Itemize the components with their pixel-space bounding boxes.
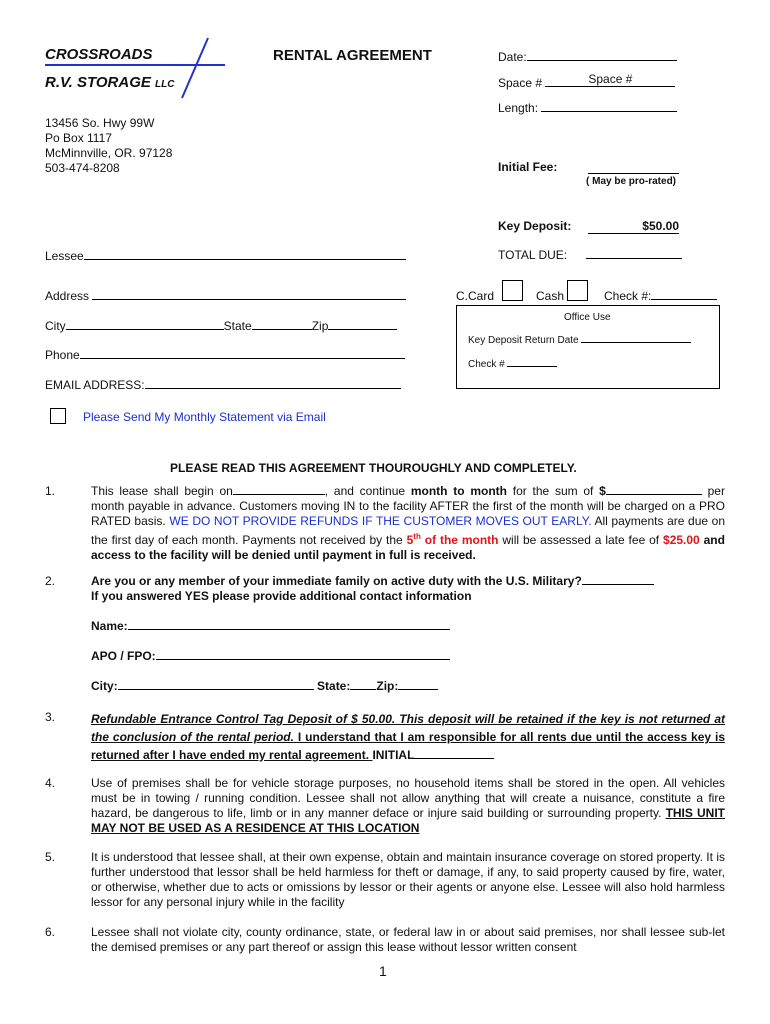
initial-fee-input-line[interactable] — [588, 173, 679, 174]
item-1-continue: , and continue — [324, 484, 406, 498]
military-answer-line[interactable] — [582, 584, 654, 585]
item-number: 4. — [45, 776, 56, 790]
phone-label: Phone — [45, 348, 80, 362]
check-label: Check #: — [604, 289, 652, 303]
space-input-line[interactable] — [545, 72, 675, 87]
ccard-checkbox[interactable] — [502, 280, 523, 301]
item-3-text — [91, 710, 725, 764]
address-field[interactable] — [45, 289, 406, 303]
military-city-line[interactable] — [118, 689, 314, 690]
key-return-field[interactable] — [468, 335, 691, 346]
item-1-late: will be assessed a late fee of — [502, 533, 660, 547]
item-2-contact: If you answered YES please provide additional contact information — [91, 589, 472, 603]
key-deposit-label: Key Deposit: — [498, 219, 572, 233]
item-number: 5. — [45, 850, 56, 864]
length-field[interactable] — [498, 101, 677, 115]
apo-label: APO / FPO: — [91, 649, 156, 663]
logo-slash — [176, 36, 216, 100]
item-number: 3. — [45, 710, 56, 724]
office-use-box — [456, 305, 720, 389]
date-label: Date: — [498, 50, 527, 64]
address-line: Po Box 1117 — [45, 131, 112, 145]
lease-start-line[interactable] — [233, 494, 325, 495]
length-input-line[interactable] — [541, 111, 677, 112]
item-1-fee: $25.00 — [663, 533, 700, 547]
space-field[interactable] — [498, 72, 675, 91]
email-input-line[interactable] — [145, 388, 401, 389]
item-number: 6. — [45, 925, 56, 939]
lessee-label: Lessee — [45, 249, 84, 263]
office-check-input-line[interactable] — [507, 366, 557, 367]
item-4-text — [91, 776, 725, 836]
email-statement-checkbox[interactable] — [50, 408, 66, 424]
item-1-month: month to month — [410, 484, 507, 498]
zip-label: Zip — [311, 319, 329, 333]
item-4-residence: THIS UNIT MAY NOT BE USED AS A RESIDENCE AT THIS LOCATION — [91, 806, 725, 835]
page-number: 1 — [379, 963, 387, 979]
military-name-label: Name: — [91, 619, 128, 633]
item-number: 1. — [45, 484, 56, 498]
item-4-use: Use of premises shall be for vehicle storage purposes, no household items shall be stored in the open. All vehicles must be in towing / running condition. Lessee shall not allow anything that will create a nuisance, constitute a fire hazard, be dangerous to life, limb or in any manner deface or injure said building or surrounding property. — [91, 776, 725, 820]
total-due-label: TOTAL DUE: — [498, 248, 568, 262]
company-name-line2 — [45, 74, 175, 91]
item-1-of-month: of the month — [424, 533, 499, 547]
cash-checkbox[interactable] — [567, 280, 588, 301]
city-input-line[interactable] — [66, 329, 224, 330]
item-3-deposit: Refundable Entrance Control Tag Deposit of $ 50.00. This deposit will be retained if the key is not returned at the conclusion of the rental period. — [91, 712, 725, 744]
key-return-input-line[interactable] — [581, 342, 691, 343]
apo-line[interactable] — [156, 659, 450, 660]
address-line: McMinnville, OR. 97128 — [45, 146, 173, 160]
key-deposit-amount: $50.00 — [642, 219, 679, 233]
item-6-text: Lessee shall not violate city, county ordinance, state, or federal law in or about said premises, nor shall lessee sub-let the demised premises or any part thereof or assign this lease without lessor written consent — [91, 925, 725, 954]
office-use-title: Office Use — [564, 312, 611, 323]
company-name-line1: CROSSROADS — [45, 46, 153, 63]
item-1-payable: per month payable in advance. Customers moving IN to the facility AFTER the first of the month will be charged on a PRO RATED basis. — [91, 484, 725, 528]
email-statement-label: Please Send My Monthly Statement via Email — [83, 410, 326, 424]
lessee-field[interactable] — [45, 249, 406, 263]
item-1-start: This lease shall begin on — [91, 484, 233, 498]
check-input-line[interactable] — [651, 299, 717, 300]
state-label: State — [223, 319, 252, 333]
phone-input-line[interactable] — [80, 358, 405, 359]
item-2-question: Are you or any member of your immediate family on active duty with the U.S. Military? — [91, 574, 582, 588]
space-label: Space # — [498, 76, 543, 90]
military-name-field[interactable] — [91, 619, 450, 633]
email-label: EMAIL ADDRESS: — [45, 378, 145, 392]
item-1-th: th — [413, 532, 421, 541]
ccard-label: C.Card — [456, 289, 495, 303]
military-name-line[interactable] — [128, 629, 450, 630]
item-1-fifth — [407, 533, 499, 547]
key-deposit-value — [588, 219, 679, 234]
item-number: 2. — [45, 574, 56, 588]
lessee-input-line[interactable] — [84, 259, 406, 260]
state-input-line[interactable] — [252, 329, 312, 330]
item-3-responsible: I understand that I am responsible for all rents due until the access key is returned after I have ended my rental agreement. — [91, 730, 725, 762]
date-input-line[interactable] — [527, 60, 677, 61]
rent-amount-line[interactable] — [606, 494, 702, 495]
total-due-field[interactable] — [498, 248, 682, 262]
military-state-line[interactable] — [350, 689, 376, 690]
date-field[interactable] — [498, 50, 677, 64]
address-label: Address — [45, 289, 90, 303]
length-label: Length: — [498, 101, 539, 115]
item-1-dollar: $ — [599, 484, 606, 498]
check-field[interactable] — [604, 289, 717, 303]
item-5-text: It is understood that lessee shall, at their own expense, obtain and maintain insurance coverage on stored property. It is further understood that lessor shall be held harmless for theft or damage, if any, to said property caused by fire, water, or otherwise, whether due to acts or omissions by lessor or their agents or anyone else. Lessee will also hold harmless lessor for any personal injury while in the facility — [91, 850, 725, 909]
item-2-text — [91, 574, 725, 604]
item-1-refunds: WE DO NOT PROVIDE REFUNDS IF THE CUSTOMER MOVES OUT EARLY. — [169, 514, 592, 528]
prorated-note: ( May be pro-rated) — [586, 176, 677, 187]
item-1-text — [91, 484, 725, 563]
company-suffix: LLC — [155, 79, 175, 90]
space-value: Space # — [588, 72, 633, 86]
company-name-line2-text: R.V. STORAGE — [45, 74, 151, 91]
military-address-field[interactable] — [91, 679, 438, 693]
email-field[interactable] — [45, 378, 401, 392]
address-line: 13456 So. Hwy 99W — [45, 116, 155, 130]
item-1-sum: for the sum of — [512, 484, 594, 498]
page-title: RENTAL AGREEMENT — [273, 47, 432, 64]
phone-field[interactable] — [45, 348, 405, 362]
zip-input-line[interactable] — [328, 329, 397, 330]
military-zip-label: Zip: — [376, 679, 399, 693]
item-3-initial-label: INITIAL — [372, 748, 415, 762]
cash-label: Cash — [536, 289, 565, 303]
address-line: 503-474-8208 — [45, 161, 120, 175]
city-label: City — [45, 319, 66, 333]
total-due-input-line[interactable] — [586, 258, 682, 259]
office-check-label: Check # — [468, 359, 505, 370]
company-address — [45, 116, 172, 176]
agreement-heading: PLEASE READ THIS AGREEMENT THOUROUGHLY AND COMPLETELY. — [170, 461, 577, 475]
item-1-five: 5 — [406, 533, 414, 547]
initial-fee-label: Initial Fee: — [498, 160, 558, 174]
address-input-line[interactable] — [92, 299, 406, 300]
city-state-zip-field[interactable] — [45, 319, 397, 333]
apo-field[interactable] — [91, 649, 450, 663]
military-zip-line[interactable] — [398, 689, 438, 690]
item-1-access: and access to the facility will be denied until payment in full is received. — [91, 533, 725, 562]
key-return-label: Key Deposit Return Date — [468, 335, 579, 346]
item-3-initial-line[interactable] — [414, 758, 494, 759]
military-city-label: City: — [91, 679, 118, 693]
office-check-field[interactable] — [468, 359, 557, 370]
item-1-due: All payments are due on the first day of each month. Payments not received by the — [91, 514, 725, 547]
military-state-label: State: — [317, 679, 351, 693]
